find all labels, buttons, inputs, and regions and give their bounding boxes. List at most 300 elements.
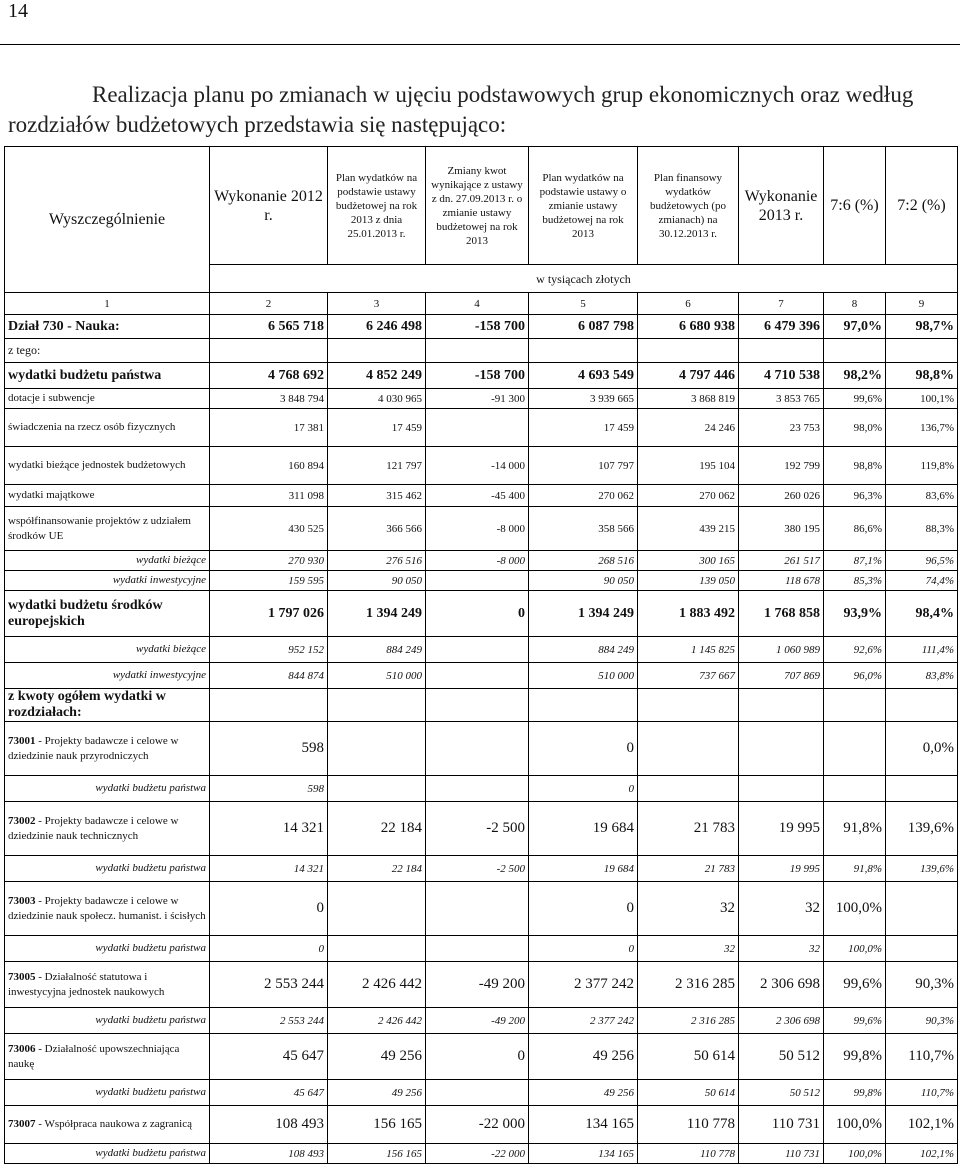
- cell-col-5: 358 566: [529, 507, 638, 551]
- cell-col-4: [426, 637, 529, 663]
- header-col-5: Plan finansowy wydatków budżetowych (po zmianach) na 30.12.2013 r.: [638, 147, 739, 265]
- table-row: [5, 1106, 958, 1144]
- cell-col-2: 430 525: [210, 507, 328, 551]
- cell-col-2: 108 493: [210, 1144, 328, 1164]
- row-label: [5, 1106, 210, 1144]
- row-label: [5, 936, 210, 962]
- cell-col-6: 2 316 285: [638, 1008, 739, 1034]
- cell-col-5: 107 797: [529, 447, 638, 485]
- cell-col-8: 85,3%: [824, 571, 886, 591]
- col-number: 4: [426, 293, 529, 315]
- cell-col-8: 92,6%: [824, 637, 886, 663]
- row-label-text: wydatki bieżące: [136, 643, 206, 655]
- cell-col-7: 1 768 858: [739, 591, 824, 637]
- cell-col-2: 311 098: [210, 485, 328, 507]
- cell-col-8: [824, 776, 886, 802]
- cell-col-4: [426, 409, 529, 447]
- chapter-code: 73007: [8, 1118, 36, 1130]
- cell-col-7: 2 306 698: [739, 962, 824, 1008]
- row-label: [5, 315, 210, 339]
- table-row: [5, 571, 958, 591]
- cell-col-8: 99,8%: [824, 1080, 886, 1106]
- cell-col-3: 22 184: [328, 802, 426, 856]
- col-number: 3: [328, 293, 426, 315]
- cell-col-4: 0: [426, 1034, 529, 1080]
- cell-col-4: -8 000: [426, 507, 529, 551]
- cell-col-7: 23 753: [739, 409, 824, 447]
- cell-col-2: 159 595: [210, 571, 328, 591]
- table-row: [5, 485, 958, 507]
- header-col-7: 7:6 (%): [824, 147, 886, 265]
- table-row: [5, 363, 958, 389]
- cell-col-4: 0: [426, 591, 529, 637]
- cell-col-4: [426, 722, 529, 776]
- cell-col-8: 96,0%: [824, 663, 886, 689]
- cell-col-7: 50 512: [739, 1034, 824, 1080]
- cell-col-3: 1 394 249: [328, 591, 426, 637]
- cell-col-5: 0: [529, 722, 638, 776]
- chapter-code: 73005: [8, 970, 36, 983]
- cell-col-2: 6 565 718: [210, 315, 328, 339]
- chapter-code: 73006: [8, 1042, 36, 1055]
- cell-col-3: 2 426 442: [328, 962, 426, 1008]
- table-row: [5, 339, 958, 363]
- row-label: [5, 962, 210, 1008]
- cell-col-9: 98,4%: [886, 591, 958, 637]
- cell-col-3: 90 050: [328, 571, 426, 591]
- cell-col-8: 100,0%: [824, 1106, 886, 1144]
- row-label-text: wydatki budżetu państwa: [95, 942, 206, 954]
- col-number: 8: [824, 293, 886, 315]
- cell-col-8: [824, 339, 886, 363]
- row-label-text: - Współpraca naukowa z zagranicą: [35, 1118, 192, 1130]
- row-label-text: wydatki budżetu państwa: [95, 1014, 206, 1026]
- table-row: [5, 447, 958, 485]
- table-row: [5, 389, 958, 409]
- cell-col-4: [426, 882, 529, 936]
- header-col-2: Plan wydatków na podstawie ustawy budżetowej na rok 2013 z dnia 25.01.2013 r.: [328, 147, 426, 265]
- budget-table: [4, 146, 958, 1164]
- table-body: [5, 315, 958, 1164]
- table-row: [5, 591, 958, 637]
- row-label: [5, 722, 210, 776]
- row-label: [5, 571, 210, 591]
- cell-col-5: 19 684: [529, 856, 638, 882]
- cell-col-7: 261 517: [739, 551, 824, 571]
- cell-col-6: 110 778: [638, 1106, 739, 1144]
- cell-col-6: 24 246: [638, 409, 739, 447]
- cell-col-6: 50 614: [638, 1034, 739, 1080]
- cell-col-8: 98,8%: [824, 447, 886, 485]
- cell-col-8: 97,0%: [824, 315, 886, 339]
- cell-col-3: 366 566: [328, 507, 426, 551]
- table-row: [5, 1144, 958, 1164]
- cell-col-7: 32: [739, 882, 824, 936]
- cell-col-2: 45 647: [210, 1080, 328, 1106]
- table-row: [5, 1080, 958, 1106]
- cell-col-5: 0: [529, 776, 638, 802]
- cell-col-9: 100,1%: [886, 389, 958, 409]
- cell-col-3: 156 165: [328, 1144, 426, 1164]
- cell-col-3: 156 165: [328, 1106, 426, 1144]
- cell-col-4: [426, 339, 529, 363]
- cell-col-9: [886, 882, 958, 936]
- row-label-text: - Działalność statutowa i inwestycyjna jednostek naukowych: [8, 970, 165, 998]
- cell-col-9: 119,8%: [886, 447, 958, 485]
- cell-col-7: 110 731: [739, 1106, 824, 1144]
- chapter-code: 73002: [8, 814, 36, 827]
- cell-col-9: 102,1%: [886, 1144, 958, 1164]
- table-row: [5, 551, 958, 571]
- cell-col-4: -49 200: [426, 1008, 529, 1034]
- cell-col-9: [886, 776, 958, 802]
- cell-col-5: 268 516: [529, 551, 638, 571]
- col-number: 5: [529, 293, 638, 315]
- cell-col-8: 98,0%: [824, 409, 886, 447]
- cell-col-8: 100,0%: [824, 1144, 886, 1164]
- cell-col-7: [739, 776, 824, 802]
- page-number: 14: [8, 0, 28, 22]
- row-label: [5, 856, 210, 882]
- table-row: [5, 856, 958, 882]
- cell-col-6: [638, 776, 739, 802]
- cell-col-4: -22 000: [426, 1106, 529, 1144]
- cell-col-2: 2 553 244: [210, 1008, 328, 1034]
- cell-col-3: [328, 776, 426, 802]
- cell-col-2: 160 894: [210, 447, 328, 485]
- row-label: [5, 507, 210, 551]
- cell-col-5: 0: [529, 936, 638, 962]
- cell-col-5: 2 377 242: [529, 962, 638, 1008]
- table-row: [5, 936, 958, 962]
- cell-col-7: 3 853 765: [739, 389, 824, 409]
- cell-col-6: 6 680 938: [638, 315, 739, 339]
- header-col-3: Zmiany kwot wynikające z ustawy z dn. 27.09.2013 r. o zmianie ustawy budżetowej na rok 2013: [426, 147, 529, 265]
- row-label: [5, 776, 210, 802]
- cell-col-7: 707 869: [739, 663, 824, 689]
- cell-col-7: 1 060 989: [739, 637, 824, 663]
- row-label-text: wydatki budżetu państwa: [95, 1147, 206, 1159]
- cell-col-2: 2 553 244: [210, 962, 328, 1008]
- col-number: 9: [886, 293, 958, 315]
- cell-col-6: [638, 339, 739, 363]
- cell-col-9: [886, 689, 958, 722]
- table-row: [5, 689, 958, 722]
- row-label-text: wydatki inwestycyjne: [112, 669, 206, 681]
- cell-col-9: 102,1%: [886, 1106, 958, 1144]
- cell-col-2: 0: [210, 882, 328, 936]
- row-label-text: wydatki budżetu państwa: [95, 862, 206, 874]
- cell-col-5: 49 256: [529, 1034, 638, 1080]
- cell-col-8: 99,6%: [824, 1008, 886, 1034]
- cell-col-6: 737 667: [638, 663, 739, 689]
- table-row: [5, 802, 958, 856]
- col-number: 2: [210, 293, 328, 315]
- header-col-1: Wykonanie 2012 r.: [210, 147, 328, 265]
- cell-col-9: 83,6%: [886, 485, 958, 507]
- cell-col-5: 49 256: [529, 1080, 638, 1106]
- header-col-6: Wykonanie 2013 r.: [739, 147, 824, 265]
- cell-col-6: 1 145 825: [638, 637, 739, 663]
- cell-col-7: 380 195: [739, 507, 824, 551]
- cell-col-8: 99,6%: [824, 962, 886, 1008]
- cell-col-2: 270 930: [210, 551, 328, 571]
- intro-paragraph: Realizacja planu po zmianach w ujęciu podstawowych grup ekonomicznych oraz według rozdziałów budżetowych przedstawia się następująco:: [8, 82, 914, 137]
- cell-col-4: -158 700: [426, 363, 529, 389]
- chapter-code: 73003: [8, 894, 36, 907]
- cell-col-2: [210, 339, 328, 363]
- cell-col-8: 96,3%: [824, 485, 886, 507]
- cell-col-7: 2 306 698: [739, 1008, 824, 1034]
- row-label: [5, 802, 210, 856]
- cell-col-9: 83,8%: [886, 663, 958, 689]
- cell-col-3: 315 462: [328, 485, 426, 507]
- row-label: [5, 1144, 210, 1164]
- table-row: [5, 962, 958, 1008]
- cell-col-5: 0: [529, 882, 638, 936]
- cell-col-4: [426, 936, 529, 962]
- cell-col-7: 19 995: [739, 802, 824, 856]
- cell-col-7: 118 678: [739, 571, 824, 591]
- table-row: [5, 507, 958, 551]
- table-row: [5, 882, 958, 936]
- cell-col-4: -158 700: [426, 315, 529, 339]
- cell-col-9: 139,6%: [886, 856, 958, 882]
- cell-col-6: [638, 689, 739, 722]
- cell-col-6: 4 797 446: [638, 363, 739, 389]
- table-row: [5, 1034, 958, 1080]
- cell-col-8: 91,8%: [824, 802, 886, 856]
- row-label-text: współfinansowanie projektów z udziałem środków UE: [8, 514, 191, 542]
- cell-col-5: 4 693 549: [529, 363, 638, 389]
- row-label-text: wydatki bieżące jednostek budżetowych: [8, 459, 186, 471]
- cell-col-3: 49 256: [328, 1080, 426, 1106]
- row-label: [5, 689, 210, 722]
- cell-col-9: 111,4%: [886, 637, 958, 663]
- cell-col-6: 270 062: [638, 485, 739, 507]
- row-label-text: wydatki budżetu państwa: [8, 367, 162, 383]
- cell-col-3: [328, 722, 426, 776]
- cell-col-5: [529, 339, 638, 363]
- row-label: [5, 882, 210, 936]
- header-col-description: Wyszczególnienie: [5, 147, 210, 293]
- cell-col-6: 439 215: [638, 507, 739, 551]
- table-row: [5, 663, 958, 689]
- row-label: [5, 389, 210, 409]
- cell-col-3: 276 516: [328, 551, 426, 571]
- cell-col-8: 99,6%: [824, 389, 886, 409]
- header-unit: w tysiącach złotych: [210, 265, 958, 293]
- cell-col-9: 136,7%: [886, 409, 958, 447]
- cell-col-9: 88,3%: [886, 507, 958, 551]
- cell-col-6: 3 868 819: [638, 389, 739, 409]
- cell-col-6: 110 778: [638, 1144, 739, 1164]
- cell-col-9: 74,4%: [886, 571, 958, 591]
- row-label-text: z kwoty ogółem wydatki w rozdziałach:: [8, 689, 166, 720]
- cell-col-3: 884 249: [328, 637, 426, 663]
- cell-col-4: -2 500: [426, 856, 529, 882]
- cell-col-9: [886, 339, 958, 363]
- row-label-text: wydatki budżetu środków europejskich: [8, 597, 163, 629]
- cell-col-9: 98,8%: [886, 363, 958, 389]
- cell-col-3: 2 426 442: [328, 1008, 426, 1034]
- cell-col-6: 195 104: [638, 447, 739, 485]
- cell-col-7: 19 995: [739, 856, 824, 882]
- row-label: [5, 363, 210, 389]
- cell-col-6: 21 783: [638, 856, 739, 882]
- cell-col-5: 6 087 798: [529, 315, 638, 339]
- cell-col-9: 90,3%: [886, 1008, 958, 1034]
- cell-col-8: 98,2%: [824, 363, 886, 389]
- row-label-text: dotacje i subwencje: [8, 392, 95, 404]
- cell-col-3: 4 852 249: [328, 363, 426, 389]
- cell-col-4: -49 200: [426, 962, 529, 1008]
- cell-col-4: [426, 663, 529, 689]
- cell-col-2: 45 647: [210, 1034, 328, 1080]
- cell-col-4: -2 500: [426, 802, 529, 856]
- cell-col-5: 90 050: [529, 571, 638, 591]
- cell-col-4: -91 300: [426, 389, 529, 409]
- cell-col-7: 192 799: [739, 447, 824, 485]
- cell-col-4: [426, 689, 529, 722]
- cell-col-8: 87,1%: [824, 551, 886, 571]
- table-row: [5, 722, 958, 776]
- row-label-text: wydatki budżetu państwa: [95, 1086, 206, 1098]
- cell-col-2: [210, 689, 328, 722]
- table-row: [5, 776, 958, 802]
- header-rule: [0, 44, 960, 45]
- cell-col-2: 0: [210, 936, 328, 962]
- row-label-text: Dział 730 - Nauka:: [8, 318, 120, 334]
- cell-col-9: 90,3%: [886, 962, 958, 1008]
- row-label-text: wydatki majątkowe: [8, 489, 95, 501]
- cell-col-6: 2 316 285: [638, 962, 739, 1008]
- cell-col-9: 110,7%: [886, 1034, 958, 1080]
- cell-col-4: [426, 571, 529, 591]
- table-row: [5, 637, 958, 663]
- cell-col-7: 50 512: [739, 1080, 824, 1106]
- cell-col-2: 17 381: [210, 409, 328, 447]
- cell-col-8: 86,6%: [824, 507, 886, 551]
- row-label: [5, 637, 210, 663]
- cell-col-2: 598: [210, 776, 328, 802]
- cell-col-2: 598: [210, 722, 328, 776]
- cell-col-6: 32: [638, 882, 739, 936]
- table-row: [5, 315, 958, 339]
- cell-col-8: [824, 722, 886, 776]
- cell-col-7: 32: [739, 936, 824, 962]
- row-label-text: wydatki inwestycyjne: [112, 574, 206, 586]
- cell-col-8: [824, 689, 886, 722]
- cell-col-8: 100,0%: [824, 882, 886, 936]
- col-number: 7: [739, 293, 824, 315]
- cell-col-3: [328, 339, 426, 363]
- row-label-text: wydatki budżetu państwa: [95, 782, 206, 794]
- cell-col-2: 14 321: [210, 802, 328, 856]
- cell-col-6: 32: [638, 936, 739, 962]
- cell-col-8: 91,8%: [824, 856, 886, 882]
- cell-col-9: 0,0%: [886, 722, 958, 776]
- header-col-8: 7:2 (%): [886, 147, 958, 265]
- cell-col-5: [529, 689, 638, 722]
- cell-col-8: 100,0%: [824, 936, 886, 962]
- cell-col-5: 134 165: [529, 1144, 638, 1164]
- cell-col-7: 110 731: [739, 1144, 824, 1164]
- cell-col-2: 3 848 794: [210, 389, 328, 409]
- cell-col-6: 300 165: [638, 551, 739, 571]
- cell-col-6: 50 614: [638, 1080, 739, 1106]
- cell-col-3: 49 256: [328, 1034, 426, 1080]
- cell-col-3: [328, 689, 426, 722]
- row-label: [5, 663, 210, 689]
- cell-col-9: [886, 936, 958, 962]
- cell-col-6: 1 883 492: [638, 591, 739, 637]
- col-number: 6: [638, 293, 739, 315]
- cell-col-3: 22 184: [328, 856, 426, 882]
- row-label-text: - Projekty badawcze i celowe w dziedzinie nauk technicznych: [8, 814, 179, 842]
- cell-col-2: 844 874: [210, 663, 328, 689]
- cell-col-4: -45 400: [426, 485, 529, 507]
- row-label: [5, 591, 210, 637]
- row-label: [5, 551, 210, 571]
- chapter-code: 73001: [8, 734, 36, 747]
- cell-col-3: 4 030 965: [328, 389, 426, 409]
- row-label-text: wydatki bieżące: [136, 554, 206, 566]
- cell-col-5: 2 377 242: [529, 1008, 638, 1034]
- table-row: [5, 409, 958, 447]
- cell-col-3: 17 459: [328, 409, 426, 447]
- cell-col-2: 108 493: [210, 1106, 328, 1144]
- header-col-4: Plan wydatków na podstawie ustawy o zmianie ustawy budżetowej na rok 2013: [529, 147, 638, 265]
- row-label-text: - Działalność upowszechniająca naukę: [8, 1042, 180, 1070]
- cell-col-3: 510 000: [328, 663, 426, 689]
- cell-col-8: 99,8%: [824, 1034, 886, 1080]
- cell-col-8: 93,9%: [824, 591, 886, 637]
- cell-col-7: [739, 689, 824, 722]
- cell-col-5: 270 062: [529, 485, 638, 507]
- row-label: [5, 485, 210, 507]
- cell-col-7: [739, 339, 824, 363]
- cell-col-7: 4 710 538: [739, 363, 824, 389]
- cell-col-4: [426, 1080, 529, 1106]
- cell-col-9: 98,7%: [886, 315, 958, 339]
- row-label: [5, 409, 210, 447]
- row-label-text: - Projekty badawcze i celowe w dziedzinie nauk społecz. humanist. i ścisłych: [8, 894, 206, 922]
- cell-col-4: -14 000: [426, 447, 529, 485]
- cell-col-2: 14 321: [210, 856, 328, 882]
- cell-col-4: [426, 776, 529, 802]
- row-label-text: - Projekty badawcze i celowe w dziedzinie nauk przyrodniczych: [8, 734, 179, 762]
- cell-col-5: 3 939 665: [529, 389, 638, 409]
- row-label: [5, 447, 210, 485]
- cell-col-5: 19 684: [529, 802, 638, 856]
- cell-col-5: 884 249: [529, 637, 638, 663]
- cell-col-9: 96,5%: [886, 551, 958, 571]
- row-label: [5, 1080, 210, 1106]
- cell-col-6: 139 050: [638, 571, 739, 591]
- col-number: 1: [5, 293, 210, 315]
- cell-col-3: [328, 936, 426, 962]
- cell-col-9: 139,6%: [886, 802, 958, 856]
- cell-col-3: 6 246 498: [328, 315, 426, 339]
- cell-col-5: 17 459: [529, 409, 638, 447]
- cell-col-6: 21 783: [638, 802, 739, 856]
- row-label: [5, 1008, 210, 1034]
- cell-col-7: [739, 722, 824, 776]
- row-label-text: świadczenia na rzecz osób fizycznych: [8, 421, 176, 433]
- cell-col-5: 510 000: [529, 663, 638, 689]
- row-label-text: z tego:: [8, 343, 41, 357]
